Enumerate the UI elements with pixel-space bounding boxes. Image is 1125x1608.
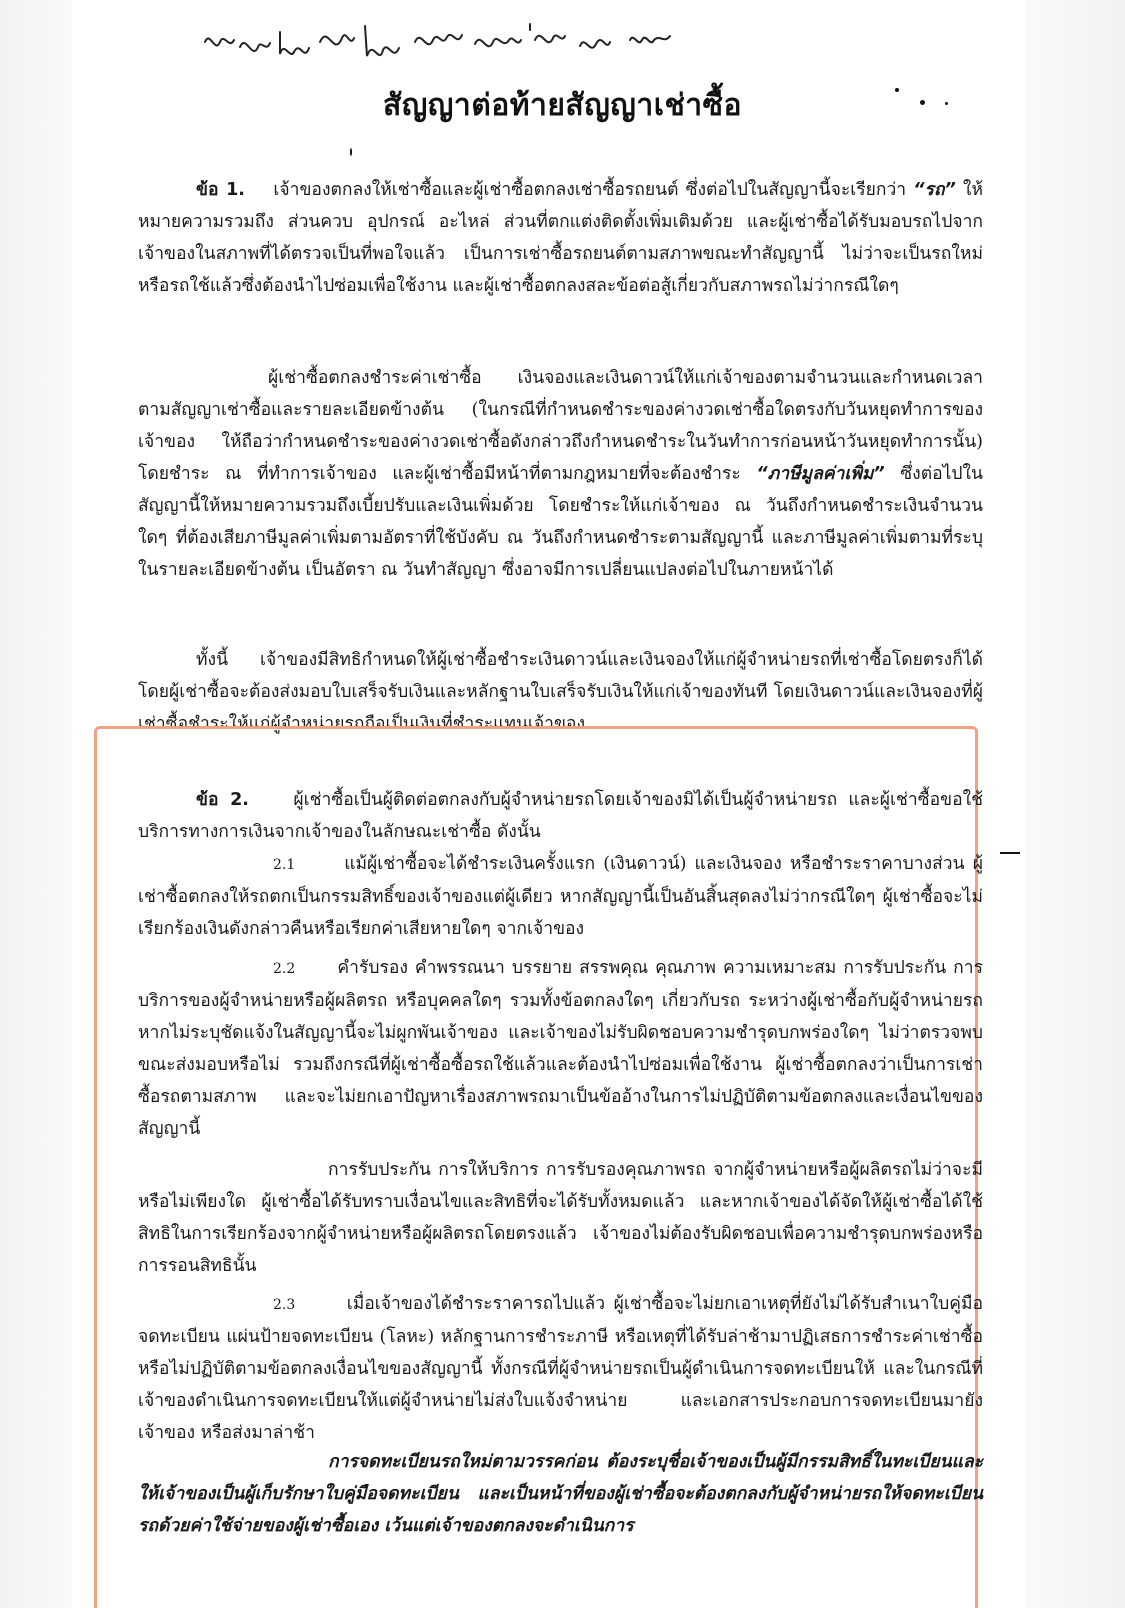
clause-2-heading: ข้อ 2.	[196, 790, 249, 810]
subclause-2-3-text: เมื่อเจ้าของได้ชำระราคารถไปแล้ว ผู้เช่าซื้อจะไม่ยกเอาเหตุที่ยังไม่ได้รับสำเนาใบคู่มือจดทะเบียน แผ่นป้ายจดทะเบียน (โลหะ) หลักฐานการชำระภาษี หรือเหตุที่ได้รับล่าช้ามาปฏิเสธการชำระค่าเช่าซื้อ หรือไม่ปฏิบัติตามข้อตกลงเงื่อนไขของสัญญานี้ ทั้งกรณีที่ผู้จำหน่ายรถเป็นผู้ดำเนินการจดทะเบียนให้ และในกรณีที่เจ้าของดำเนินการจดทะเบียนให้แต่ผู้จำหน่ายไม่ส่งใบแจ้งจำหน่าย และเอกสารประกอบการจดทะเบียนมายังเจ้าของ หรือส่งมาล่าช้า	[138, 1294, 983, 1443]
scan-speck	[920, 100, 925, 105]
scan-speck	[1000, 852, 1020, 854]
scan-speck	[895, 88, 899, 92]
page-margin-right	[1025, 0, 1125, 1608]
clause-1-heading: ข้อ 1.	[196, 180, 245, 200]
clause-2-2	[138, 952, 983, 1145]
clause-1-p3-text: ทั้งนี้ เจ้าของมีสิทธิกำหนดให้ผู้เช่าซื้อชำระเงินดาวน์และเงินจองให้แก่ผู้จำหน่ายรถที่เช่าซื้อโดยตรงก็ได้ โดยผู้เช่าซื้อจะต้องส่งมอบใบเสร็จรับเงินและหลักฐานใบเสร็จรับเงินให้แก่เจ้าของทันที โดยเงินดาวน์และเงินจองที่ผู้เช่าซื้อชำระให้แก่ผู้จำหน่ายรถถือเป็นเงินที่ชำระแทนเจ้าของ	[138, 650, 983, 734]
clause-1-paragraph-1	[138, 174, 983, 302]
handwritten-note	[200, 12, 760, 72]
clause-1-p2-text-a: ผู้เช่าซื้อตกลงชำระค่าเช่าซื้อ เงินจองและเงินดาวน์ให้แก่เจ้าของตามจำนวนและกำหนดเวลาตามสัญญาเช่าซื้อและรายละเอียดข้างต้น (ในกรณีที่กำหนดชำระของค่างวดเช่าซื้อใดตรงกับวันหยุดทำการของเจ้าของ ให้ถือว่ากำหนดชำระของค่างวดเช่าซื้อดังกล่าวถึงกำหนดชำระในวันทำการก่อนหน้าวันหยุดทำการนั้น) โดยชำระ ณ ที่ทำการเจ้าของ และผู้เช่าซื้อมีหน้าที่ตามกฎหมายที่จะต้องชำระ	[138, 368, 983, 484]
clause-2-3-registration	[138, 1446, 983, 1542]
clause-2-2-paragraph-2	[138, 1154, 983, 1282]
clause-1-p2-text-b: ซึ่งต่อไปในสัญญานี้ให้หมายความรวมถึงเบี้ยปรับและเงินเพิ่มด้วย โดยชำระให้แก่เจ้าของ ณ วันถึงกำหนดชำระเงินจำนวนใดๆ ที่ต้องเสียภาษีมูลค่าเพิ่มตามอัตราที่ใช้บังคับ ณ วันถึงกำหนดชำระตามสัญญานี้ และภาษีมูลค่าเพิ่มตามที่ระบุในรายละเอียดข้างต้น เป็นอัตรา ณ วันทำสัญญา ซึ่งอาจมีการเปลี่ยนแปลงต่อไปในภายหน้าได้	[138, 464, 983, 580]
scan-speck	[945, 102, 948, 105]
subclause-2-2-number: 2.2	[273, 961, 296, 977]
clause-1-text-a: เจ้าของตกลงให้เช่าซื้อและผู้เช่าซื้อตกลงเช่าซื้อรถยนต์ ซึ่งต่อไปในสัญญานี้จะเรียกว่า	[273, 180, 914, 200]
clause-1-text-b: ให้หมายความรวมถึง ส่วนควบ อุปกรณ์ อะไหล่ ส่วนที่ตกแต่งติดตั้งเพิ่มเติมด้วย และผู้เช่าซื้อได้รับมอบรถไปจากเจ้าของในสภาพที่ได้ตรวจเป็นที่พอใจแล้ว เป็นการเช่าซื้อรถยนต์ตามสภาพขณะทำสัญญานี้ ไม่ว่าจะเป็นรถใหม่หรือรถใช้แล้วซึ่งต้องนำไปซ่อมเพื่อใช้งาน และผู้เช่าซื้อตกลงสละข้อต่อสู้เกี่ยวกับสภาพรถไม่ว่ากรณีใดๆ	[138, 180, 983, 296]
clause-2-intro	[138, 784, 983, 848]
subclause-2-2-text: คำรับรอง คำพรรณนา บรรยาย สรรพคุณ คุณภาพ ความเหมาะสม การรับประกัน การบริการของผู้จำหน่ายหรือผู้ผลิตรถ หรือบุคคลใดๆ รวมทั้งข้อตกลงใดๆ เกี่ยวกับรถ ระหว่างผู้เช่าซื้อกับผู้จำหน่ายรถ หากไม่ระบุชัดแจ้งในสัญญานี้จะไม่ผูกพันเจ้าของ และเจ้าของไม่รับผิดชอบความชำรุดบกพร่องใดๆ ไม่ว่าตรวจพบขณะส่งมอบหรือไม่ รวมถึงกรณีที่ผู้เช่าซื้อซื้อรถใช้แล้วและต้องนำไปซ่อมเพื่อใช้งาน ผู้เช่าซื้อตกลงว่าเป็นการเช่าซื้อรถตามสภาพ และจะไม่ยกเอาปัญหาเรื่องสภาพรถมาเป็นข้ออ้างในการไม่ปฏิบัติตามข้อตกลงและเงื่อนไขของสัญญานี้	[138, 958, 983, 1139]
handwriting-scribble	[200, 12, 760, 72]
page-margin-left	[0, 0, 72, 1608]
subclause-2-1-text: แม้ผู้เช่าซื้อจะได้ชำระเงินครั้งแรก (เงินดาวน์) และเงินจอง หรือชำระราคาบางส่วน ผู้เช่าซื้อตกลงให้รถตกเป็นกรรมสิทธิ์ของเจ้าของแต่ผู้เดียว หากสัญญานี้เป็นอันสิ้นสุดลงไม่ว่ากรณีใดๆ ผู้เช่าซื้อจะไม่เรียกร้องเงินดังกล่าวคืนหรือเรียกค่าเสียหายใดๆ จากเจ้าของ	[138, 854, 983, 939]
scan-speck	[350, 148, 352, 156]
subclause-2-2-text-b: การรับประกัน การให้บริการ การรับรองคุณภาพรถ จากผู้จำหน่ายหรือผู้ผลิตรถไม่ว่าจะมีหรือไม่เพียงใด ผู้เช่าซื้อได้รับทราบเงื่อนไขและสิทธิที่จะได้รับทั้งหมดแล้ว และหากเจ้าของได้จัดให้ผู้เช่าซื้อได้ใช้สิทธิในการเรียกร้องจากผู้จำหน่ายหรือผู้ผลิตรถโดยตรงแล้ว เจ้าของไม่ต้องรับผิดชอบเพื่อความชำรุดบกพร่องหรือการรอนสิทธินั้น	[138, 1160, 983, 1276]
subclause-2-3-number: 2.3	[273, 1297, 296, 1313]
clause-2-intro-text: ผู้เช่าซื้อเป็นผู้ติดต่อตกลงกับผู้จำหน่ายรถโดยเจ้าของมิได้เป็นผู้จำหน่ายรถ และผู้เช่าซื้อขอใช้บริการทางการเงินจากเจ้าของในลักษณะเช่าซื้อ ดังนั้น	[138, 790, 984, 842]
clause-1-paragraph-2	[138, 362, 983, 586]
clause-2-1	[138, 848, 983, 945]
page-title: สัญญาต่อท้ายสัญญาเช่าซื้อ	[382, 88, 743, 123]
term-car: “รถ”	[913, 180, 956, 200]
subclause-2-1-number: 2.1	[273, 857, 296, 873]
term-vat: “ภาษีมูลค่าเพิ่ม”	[756, 464, 885, 484]
clause-2-3	[138, 1288, 983, 1449]
subclause-2-3-bold-text: การจดทะเบียนรถใหม่ตามวรรคก่อน ต้องระบุชื่อเจ้าของเป็นผู้มีกรรมสิทธิ์ในทะเบียนและให้เจ้าของเป็นผู้เก็บรักษาใบคู่มือจดทะเบียน และเป็นหน้าที่ของผู้เช่าซื้อจะต้องตกลงกับผู้จำหน่ายรถให้จดทะเบียนรถด้วยค่าใช้จ่ายของผู้เช่าซื้อเอง เว้นแต่เจ้าของตกลงจะดำเนินการ	[138, 1452, 983, 1536]
